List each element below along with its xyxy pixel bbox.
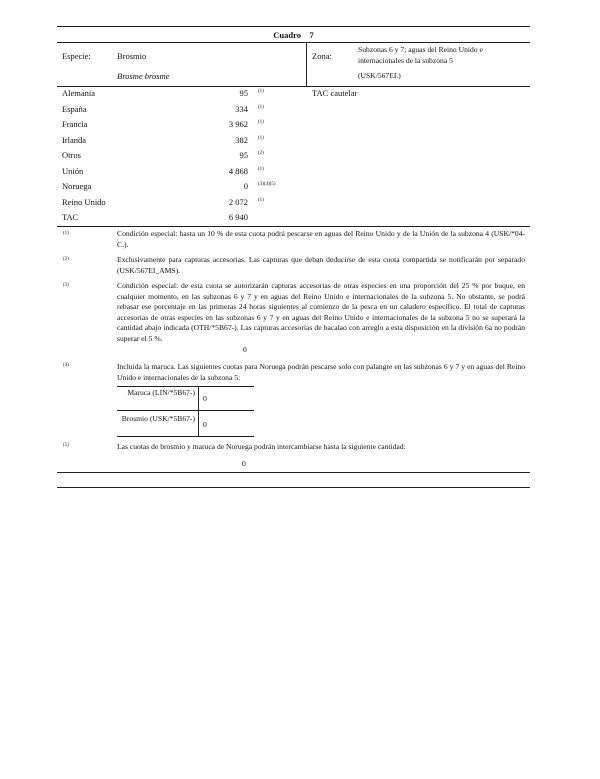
subtable-value: 0 xyxy=(203,394,207,403)
footnote-text: Condición especial: de esta cuota se autorizarán capturas accesorias de otras especies en una proporción del 25 % por buque, en cualquier momento, en las subzonas 6 y 7 y en aguas del Reino Unido e internacionales de la subzona 5. No obstante, se podrá rebasar ese porcentaje en las primeras 24 horas siguientes al comienzo de la pesca en un caladero específico. El total de capturas accesorias de otras especies en las subzonas 6 y 7 y en aguas del Reino Unido e internacionales de la subzona 5 no se superará la cantidad abajo indicada (OTH/*5B67-). Las capturas accesorias de bacalao con arreglo a esta disposición en la división 6a no podrán superar el 5 %. xyxy=(117,281,525,343)
country-label: Unión xyxy=(62,165,84,176)
species-latin-name: Brosme brosme xyxy=(117,71,170,81)
footnote-ref: (1) xyxy=(258,89,264,94)
quota-value: 382 xyxy=(235,134,248,145)
quota-value: 95 xyxy=(239,88,248,98)
zone-description: Subzonas 6 y 7; aguas del Reino Unido e internacionales de la subzona 5 xyxy=(358,45,483,65)
footnotes-end-rule xyxy=(57,472,530,473)
tac-value: 6 940 xyxy=(228,212,248,222)
zone-label: Zona: xyxy=(312,51,332,61)
subtable-label: Brosmio (USK/*5B67-) xyxy=(121,414,195,423)
table-title: Cuadro 7 xyxy=(273,30,314,40)
bottom-rule xyxy=(57,487,530,488)
footnote-ref: (1) xyxy=(258,135,264,141)
footnote-ref: (1) xyxy=(258,166,264,172)
footnote-ref: (1) xyxy=(258,197,264,203)
tac-type: TAC cautelar xyxy=(312,88,358,98)
footnote-text: Las cuotas de brosmio y maruca de Noruega podrán intercambiarse hasta la siguiente cantidad: xyxy=(117,442,406,451)
subtable-column-divider xyxy=(198,386,199,437)
species-common-name: Brosmio xyxy=(117,51,147,61)
country-label: Alemania xyxy=(62,88,96,98)
country-label: Reino Unido xyxy=(62,196,106,207)
subtable-top-rule xyxy=(117,386,254,387)
country-label: Noruega xyxy=(62,181,92,191)
quota-value: 2 072 xyxy=(228,196,248,207)
tac-label: TAC xyxy=(62,212,79,222)
country-label: Irlanda xyxy=(62,134,87,145)
zone-code: (USK/567EI.) xyxy=(358,71,401,80)
footnote-mark: (2) xyxy=(63,257,69,262)
footnote-mark: (4) xyxy=(63,363,69,368)
subtable-value: 0 xyxy=(203,420,207,429)
country-label: Otros xyxy=(62,150,81,160)
footnote-text: Incluida la maruca. Las siguientes cuotas para Noruega podrán pescarse solo con palangre en las subzonas 6 y 7 y en aguas del Reino Unido e internacionales de la subzona 5: xyxy=(117,362,525,382)
top-rule xyxy=(57,26,530,27)
species-label: Especie: xyxy=(62,51,91,61)
footnote-value: 0 xyxy=(242,459,246,468)
footnote-mark: (3) xyxy=(63,283,69,288)
country-label: Francia xyxy=(62,119,88,129)
quota-value: 4 868 xyxy=(228,165,248,176)
footnote-value: 0 xyxy=(243,345,247,354)
footnote-ref: (3)(4)(5) xyxy=(258,182,276,187)
quota-value: 95 xyxy=(239,150,248,160)
title-rule xyxy=(57,42,530,43)
header-rule xyxy=(57,86,530,87)
quota-value: 0 xyxy=(243,181,248,191)
header-divider xyxy=(306,42,307,87)
footnote-ref: (1) xyxy=(258,104,264,110)
quota-value: 3 962 xyxy=(228,119,248,129)
subtable-mid-rule xyxy=(117,410,254,411)
footnote-ref: (2) xyxy=(258,151,264,156)
subtable-label: Maruca (LIN/*5B67-) xyxy=(127,388,195,397)
footnote-mark: (5) xyxy=(63,443,69,448)
footnote-text: Condición especial: hasta un 10 % de esta cuota podrá pescarse en aguas del Reino Unido y de la Unión de la subzona 4 (USK/*04-C.). xyxy=(117,229,525,249)
footnote-text: Exclusivamente para capturas accesorias. Las capturas que deban deducirse de esta cuota compartida se notificarán por separado (USK/567EI_AMS). xyxy=(117,255,525,275)
subtable-bottom-rule xyxy=(117,436,254,437)
footnote-ref: (1) xyxy=(258,120,264,125)
footnote-mark: (1) xyxy=(63,231,69,236)
country-label: España xyxy=(62,103,87,114)
table-body-rule xyxy=(57,226,530,227)
quota-value: 334 xyxy=(235,103,248,114)
